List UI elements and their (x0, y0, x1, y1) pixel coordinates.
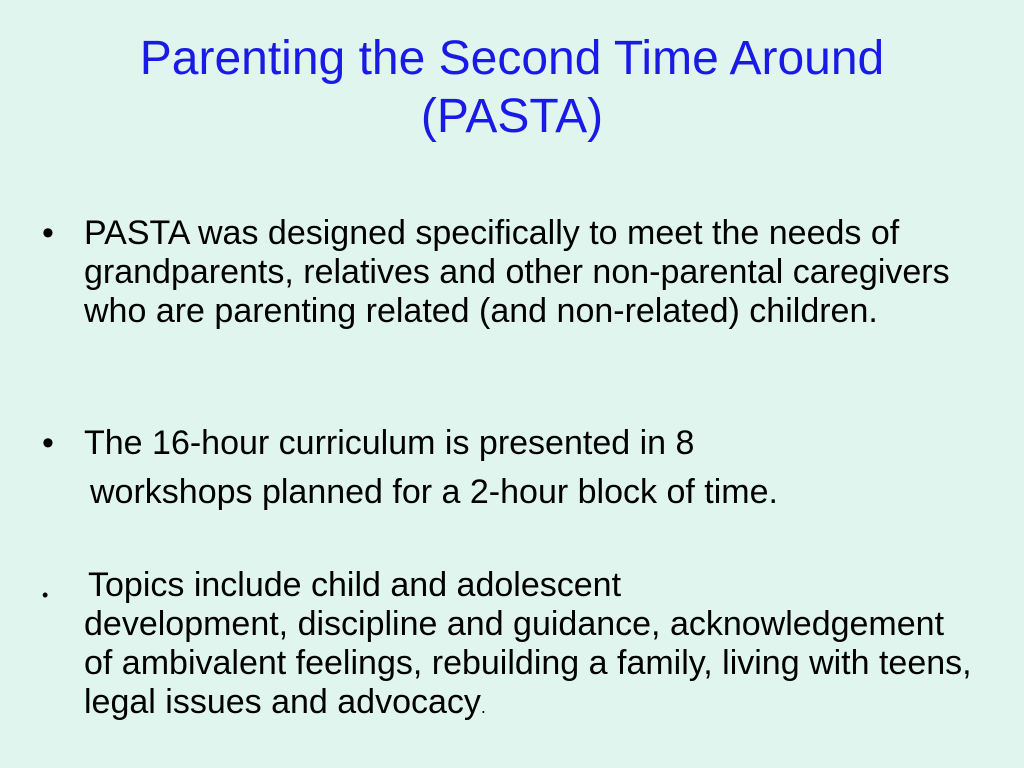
bullet-period: . (480, 697, 486, 717)
bullet-text-rest (84, 605, 972, 727)
bullet-text: PASTA was designed specifically to meet the needs of grandparents, relatives and other non-parental caregivers who are parenting related (and non-related) children. (84, 214, 950, 330)
bullet-item-design (42, 214, 972, 331)
bullet-item-topics (42, 566, 972, 727)
bullet-text-line2: workshops planned for a 2-hour block of time. (90, 473, 778, 511)
slide-title (30, 30, 994, 146)
bullet-marker: • (42, 214, 54, 252)
slide-title-line2: (PASTA) (420, 90, 604, 143)
bullet-text-body: development, discipline and guidance, acknowledgement of ambivalent feelings, rebuilding a family, living with teens, legal issues and advocacy (84, 605, 972, 721)
bullet-text-line1: The 16-hour curriculum is presented in 8 (84, 424, 695, 462)
slide-title-line1: Parenting the Second Time Around (139, 32, 885, 85)
bullet-text-line1: Topics include child and adolescent (88, 566, 622, 604)
bullet-marker: • (42, 424, 54, 462)
bullet-marker: • (42, 585, 49, 605)
bullet-item-curriculum (42, 424, 972, 512)
